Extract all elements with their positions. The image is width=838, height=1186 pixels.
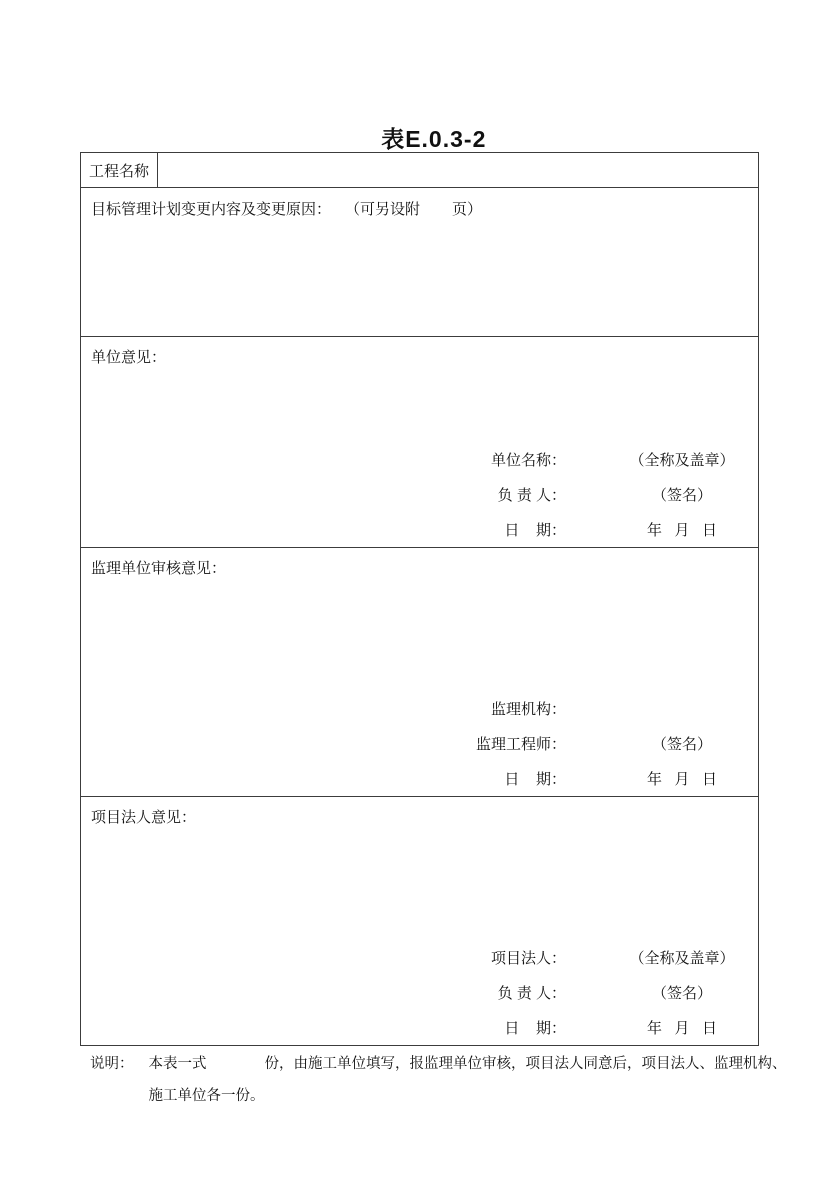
change-reason-header <box>91 198 482 219</box>
date-label: 日 期： <box>504 771 566 788</box>
change-reason-content-area[interactable] <box>82 218 757 335</box>
supervision-org-label: 监理机构： <box>490 701 566 718</box>
project-name-row <box>81 153 758 187</box>
supervision-org-line <box>411 691 757 726</box>
responsible-person-value: （签名） <box>651 985 712 1002</box>
project-name-label: 工程名称 <box>81 153 158 187</box>
date-label: 日 期： <box>504 522 566 539</box>
supervisor-opinion-label: 监理单位审核意见： <box>91 560 227 577</box>
unit-name-value: （全称及盖章） <box>629 452 735 469</box>
date-line <box>411 761 757 796</box>
legal-person-line <box>411 940 757 975</box>
unit-name-label: 单位名称： <box>490 452 566 469</box>
supervision-engineer-value: （签名） <box>651 736 712 753</box>
footer-note-text <box>149 1048 787 1112</box>
date-value: 年 月 日 <box>646 1020 717 1037</box>
unit-opinion-signature-block <box>411 442 757 547</box>
unit-name-line <box>411 442 757 477</box>
form-title-number: 表E.0.3-2 <box>381 126 487 152</box>
unit-opinion-section <box>81 336 758 547</box>
footer-line2-text: 施工单位各一份。 <box>148 1088 265 1104</box>
form-table <box>80 152 759 1046</box>
footer-note-label: 说明： <box>90 1056 134 1072</box>
footer-note-line2 <box>149 1080 787 1112</box>
change-reason-label: 目标管理计划变更内容及变更原因： <box>91 201 332 218</box>
footer-note-line1 <box>149 1048 787 1080</box>
date-line <box>411 512 757 547</box>
change-reason-section <box>81 187 758 336</box>
legal-person-opinion-label: 项目法人意见： <box>91 809 197 826</box>
legal-person-label: 项目法人： <box>490 950 566 967</box>
responsible-person-line <box>411 477 757 512</box>
responsible-person-label: 负 责 人： <box>497 985 566 1002</box>
responsible-person-line <box>411 975 757 1010</box>
unit-opinion-label: 单位意见： <box>91 349 167 366</box>
supervision-engineer-label: 监理工程师： <box>475 736 566 753</box>
supervisor-opinion-signature-block <box>411 691 757 796</box>
legal-person-opinion-section <box>81 796 758 1045</box>
responsible-person-value: （签名） <box>651 487 712 504</box>
project-name-value-cell[interactable] <box>158 153 758 187</box>
footer-line1-prefix: 本表一式 <box>148 1056 207 1072</box>
footer-note <box>90 1048 787 1112</box>
attachment-note-prefix: （可另设附 <box>345 201 421 218</box>
supervisor-opinion-section <box>81 547 758 796</box>
responsible-person-label: 负 责 人： <box>497 487 566 504</box>
legal-person-value: （全称及盖章） <box>629 950 735 967</box>
date-label: 日 期： <box>504 1020 566 1037</box>
attachment-note-suffix: 页） <box>452 201 483 218</box>
date-line <box>411 1010 757 1045</box>
supervision-engineer-line <box>411 726 757 761</box>
footer-line1-suffix: 份，由施工单位填写，报监理单位审核，项目法人同意后，项目法人、监理机构、 <box>264 1056 787 1072</box>
legal-person-signature-block <box>411 940 757 1045</box>
date-value: 年 月 日 <box>646 522 717 539</box>
date-value: 年 月 日 <box>646 771 717 788</box>
